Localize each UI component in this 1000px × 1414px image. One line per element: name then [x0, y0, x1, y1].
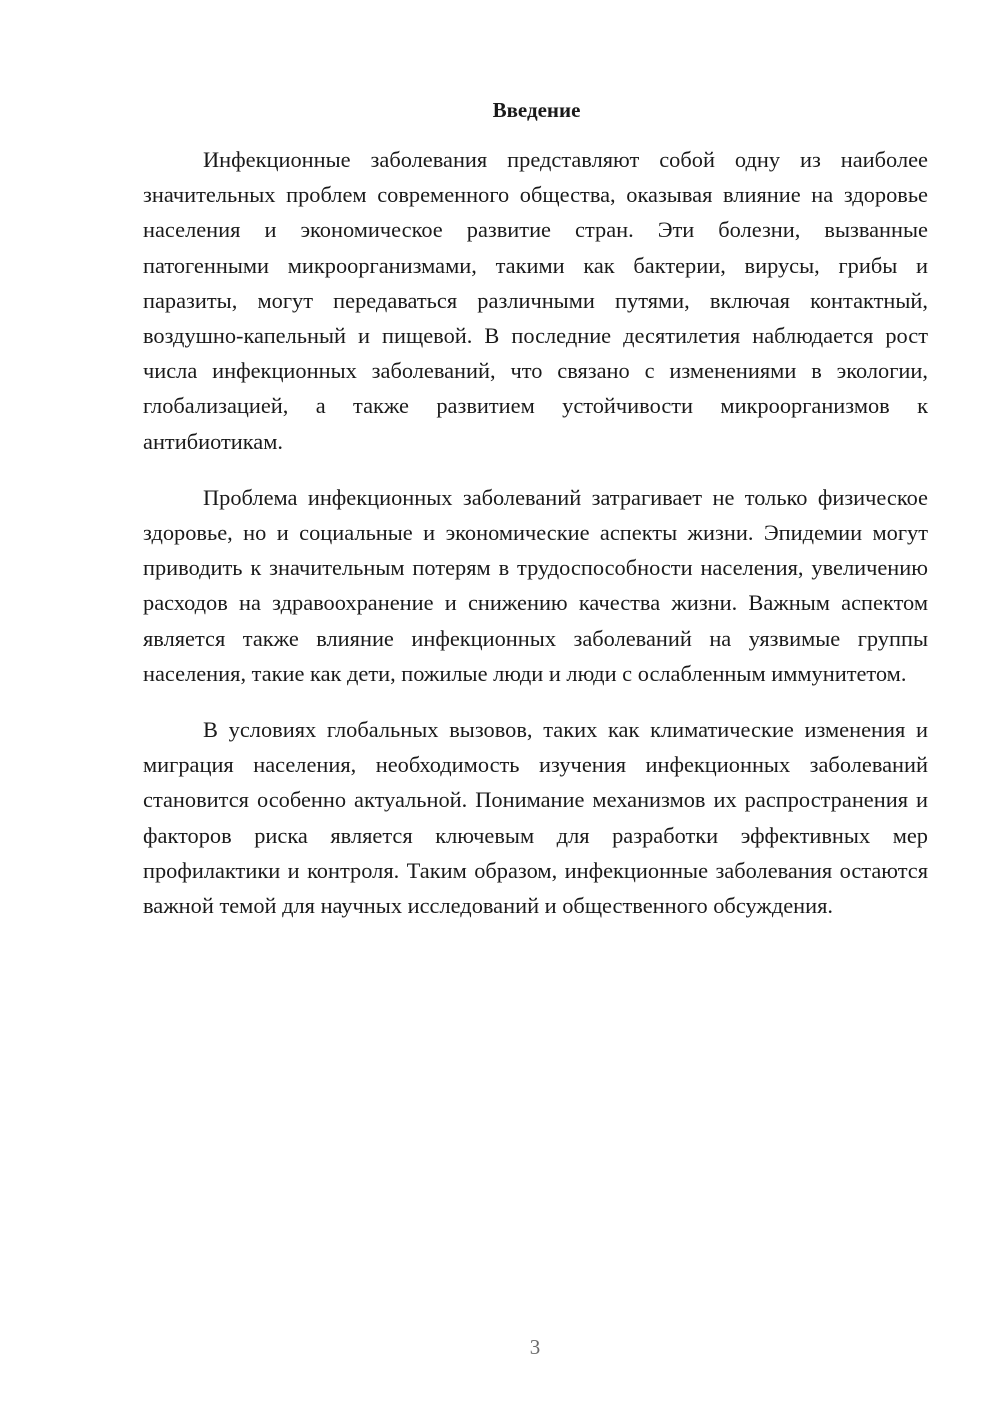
page-number: 3 [529, 1335, 541, 1359]
paragraph-impact: Проблема инфекционных заболеваний затрагивает не только физическое здоровье, но и социальные и экономические аспекты жизни. Эпидемии могут приводить к значительным потерям в трудоспособности населения, увеличению расходов на здравоохранение и снижению качества жизни. Важным аспектом является также влияние инфекционных заболеваний на уязвимые группы населения, такие как дети, пожилые люди и люди с ослабленным иммунитетом. [143, 484, 928, 686]
paragraph-relevance: В условиях глобальных вызовов, таких как климатические изменения и миграция населения, необходимость изучения инфекционных заболеваний становится особенно актуальной. Понимание механизмов их распространения и факторов риска является ключевым для разработки эффективных мер профилактики и контроля. Таким образом, инфекционные заболевания остаются важной темой для научных исследований и общественного обсуждения. [143, 717, 928, 919]
paragraph-intro: Инфекционные заболевания представляют собой одну из наиболее значительных проблем современного общества, оказывая влияние на здоровье населения и экономическое развитие стран. Эти болезни, вызванные патогенными микроорганизмами, такими как бактерии, вирусы, грибы и паразиты, могут передаваться различными путями, включая контактный, воздушно-капельный и пищевой. В последние десятилетия наблюдается рост числа инфекционных заболеваний, что связано с изменениями в экологии, глобализацией, а также развитием устойчивости микроорганизмов к антибиотикам. [143, 147, 928, 454]
document-body [143, 96, 928, 923]
section-heading: Введение [492, 98, 581, 122]
